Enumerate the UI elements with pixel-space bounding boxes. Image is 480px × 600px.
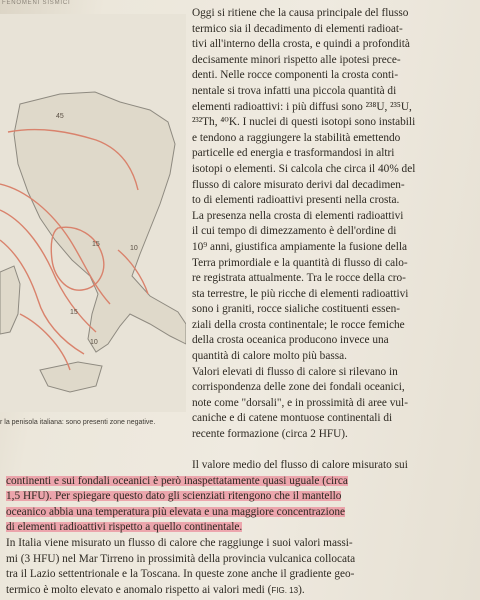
text-line: nentale si trova infatti una piccola quantità di xyxy=(192,84,397,97)
text-column xyxy=(192,6,476,443)
heat-flow-map-figure xyxy=(0,14,186,412)
text-line: quantità di calore molto più bassa. xyxy=(192,350,347,363)
text-line: mi (3 HFU) nel Mar Tirreno in prossimità della provincia vulcanica collocata xyxy=(6,552,356,565)
text-line: ). xyxy=(298,583,305,596)
text-line: termico sia il decadimento di elementi radioat- xyxy=(192,22,403,35)
text-line: decisamente minori rispetto alle ipotesi prece- xyxy=(192,53,401,66)
text-line: sono i graniti, rocce sialiche costituenti essen- xyxy=(192,303,400,316)
text-line: La presenza nella crosta di elementi radioattivi xyxy=(192,209,404,222)
text-line: della crosta oceanica producono invece una xyxy=(192,334,389,347)
text-line: termico è molto elevato e anomalo rispetto ai valori medi ( xyxy=(6,583,272,596)
contour-label: 10 xyxy=(130,245,138,252)
text-line: to di elementi radioattivi presenti nella crosta. xyxy=(192,194,400,207)
text-line: Valori elevati di flusso di calore si rilevano in xyxy=(192,365,398,378)
wide-paragraph-block xyxy=(6,458,476,598)
highlighted-line: continenti e sui fondali oceanici è però inaspettatamente quasi uguale (circa xyxy=(6,474,348,487)
running-header: FENOMENI SISMICI xyxy=(2,0,71,6)
figure-reference: FIG. 13 xyxy=(271,585,299,595)
text-line: Terra primordiale e la quantità di flusso di calo- xyxy=(192,256,408,269)
text-line: corrispondenza delle zone dei fondali oceanici, xyxy=(192,381,405,394)
text-line: sta terrestre, le più ricche di elementi radioattivi xyxy=(192,287,409,300)
text-line: tivi all'interno della crosta, e quindi a profondità xyxy=(192,38,410,51)
text-line: denti. Nelle rocce componenti la crosta conti- xyxy=(192,69,399,82)
text-line: Il valore medio del flusso di calore misurato sui xyxy=(192,459,408,471)
text-line: flusso di calore misurato derivi dal decadimen- xyxy=(192,178,405,191)
text-line: elementi radioattivi: i più diffusi sono ²³⁸U, ²³⁵U, xyxy=(192,100,412,113)
text-line: re registrata attualmente. Tra le rocce della cro- xyxy=(192,272,406,285)
text-line: note come "dorsali", e in prossimità di aree vul- xyxy=(192,396,408,409)
paragraph-first-line xyxy=(192,458,476,474)
text-line: e tendono a raggiungere la stabilità emettendo xyxy=(192,131,401,144)
contour-label: 15 xyxy=(92,241,100,248)
contour-label: 10 xyxy=(90,339,98,346)
text-line: isotopi o elementi. Si calcola che circa il 40% del xyxy=(192,162,416,175)
text-line: caniche e di catene montuose continentali di xyxy=(192,412,393,425)
text-line: recente formazione (circa 2 HFU). xyxy=(192,428,348,441)
text-line: tra il Lazio settentrionale e la Toscana. In queste zone anche il gradiente geo- xyxy=(6,568,355,581)
text-line: In Italia viene misurato un flusso di calore che raggiunge i suoi valori massi- xyxy=(6,536,353,549)
text-line: particelle ed energia e trasformandosi in altri xyxy=(192,147,395,160)
figure-caption: r la penisola italiana: sono presenti zone negative. xyxy=(0,419,156,426)
contour-label: 45 xyxy=(56,113,64,120)
text-line: ziali della crosta continentale; le rocce femiche xyxy=(192,318,405,331)
paragraph xyxy=(192,6,476,443)
paragraph xyxy=(6,536,476,598)
highlighted-line: 1,5 HFU). Per spiegare questo dato gli scienziati ritengono che il mantello xyxy=(6,490,342,503)
heat-flow-map-italy xyxy=(0,14,186,412)
highlighted-line: oceanico abbia una temperatura più elevata e una maggiore concentrazione xyxy=(6,505,346,518)
contour-label: 15 xyxy=(70,309,78,316)
highlighted-line: di elementi radioattivi rispetto a quello continentale. xyxy=(6,521,243,534)
text-line: il cui tempo di dimezzamento è dell'ordine di xyxy=(192,225,397,238)
text-line: ²³²Th, ⁴⁰K. I nuclei di questi isotopi sono instabili xyxy=(192,116,416,129)
text-line: 10⁹ anni, giustifica ampiamente la fusione della xyxy=(192,240,408,253)
highlighted-paragraph xyxy=(6,474,476,536)
text-line: Oggi si ritiene che la causa principale del flusso xyxy=(192,7,409,19)
